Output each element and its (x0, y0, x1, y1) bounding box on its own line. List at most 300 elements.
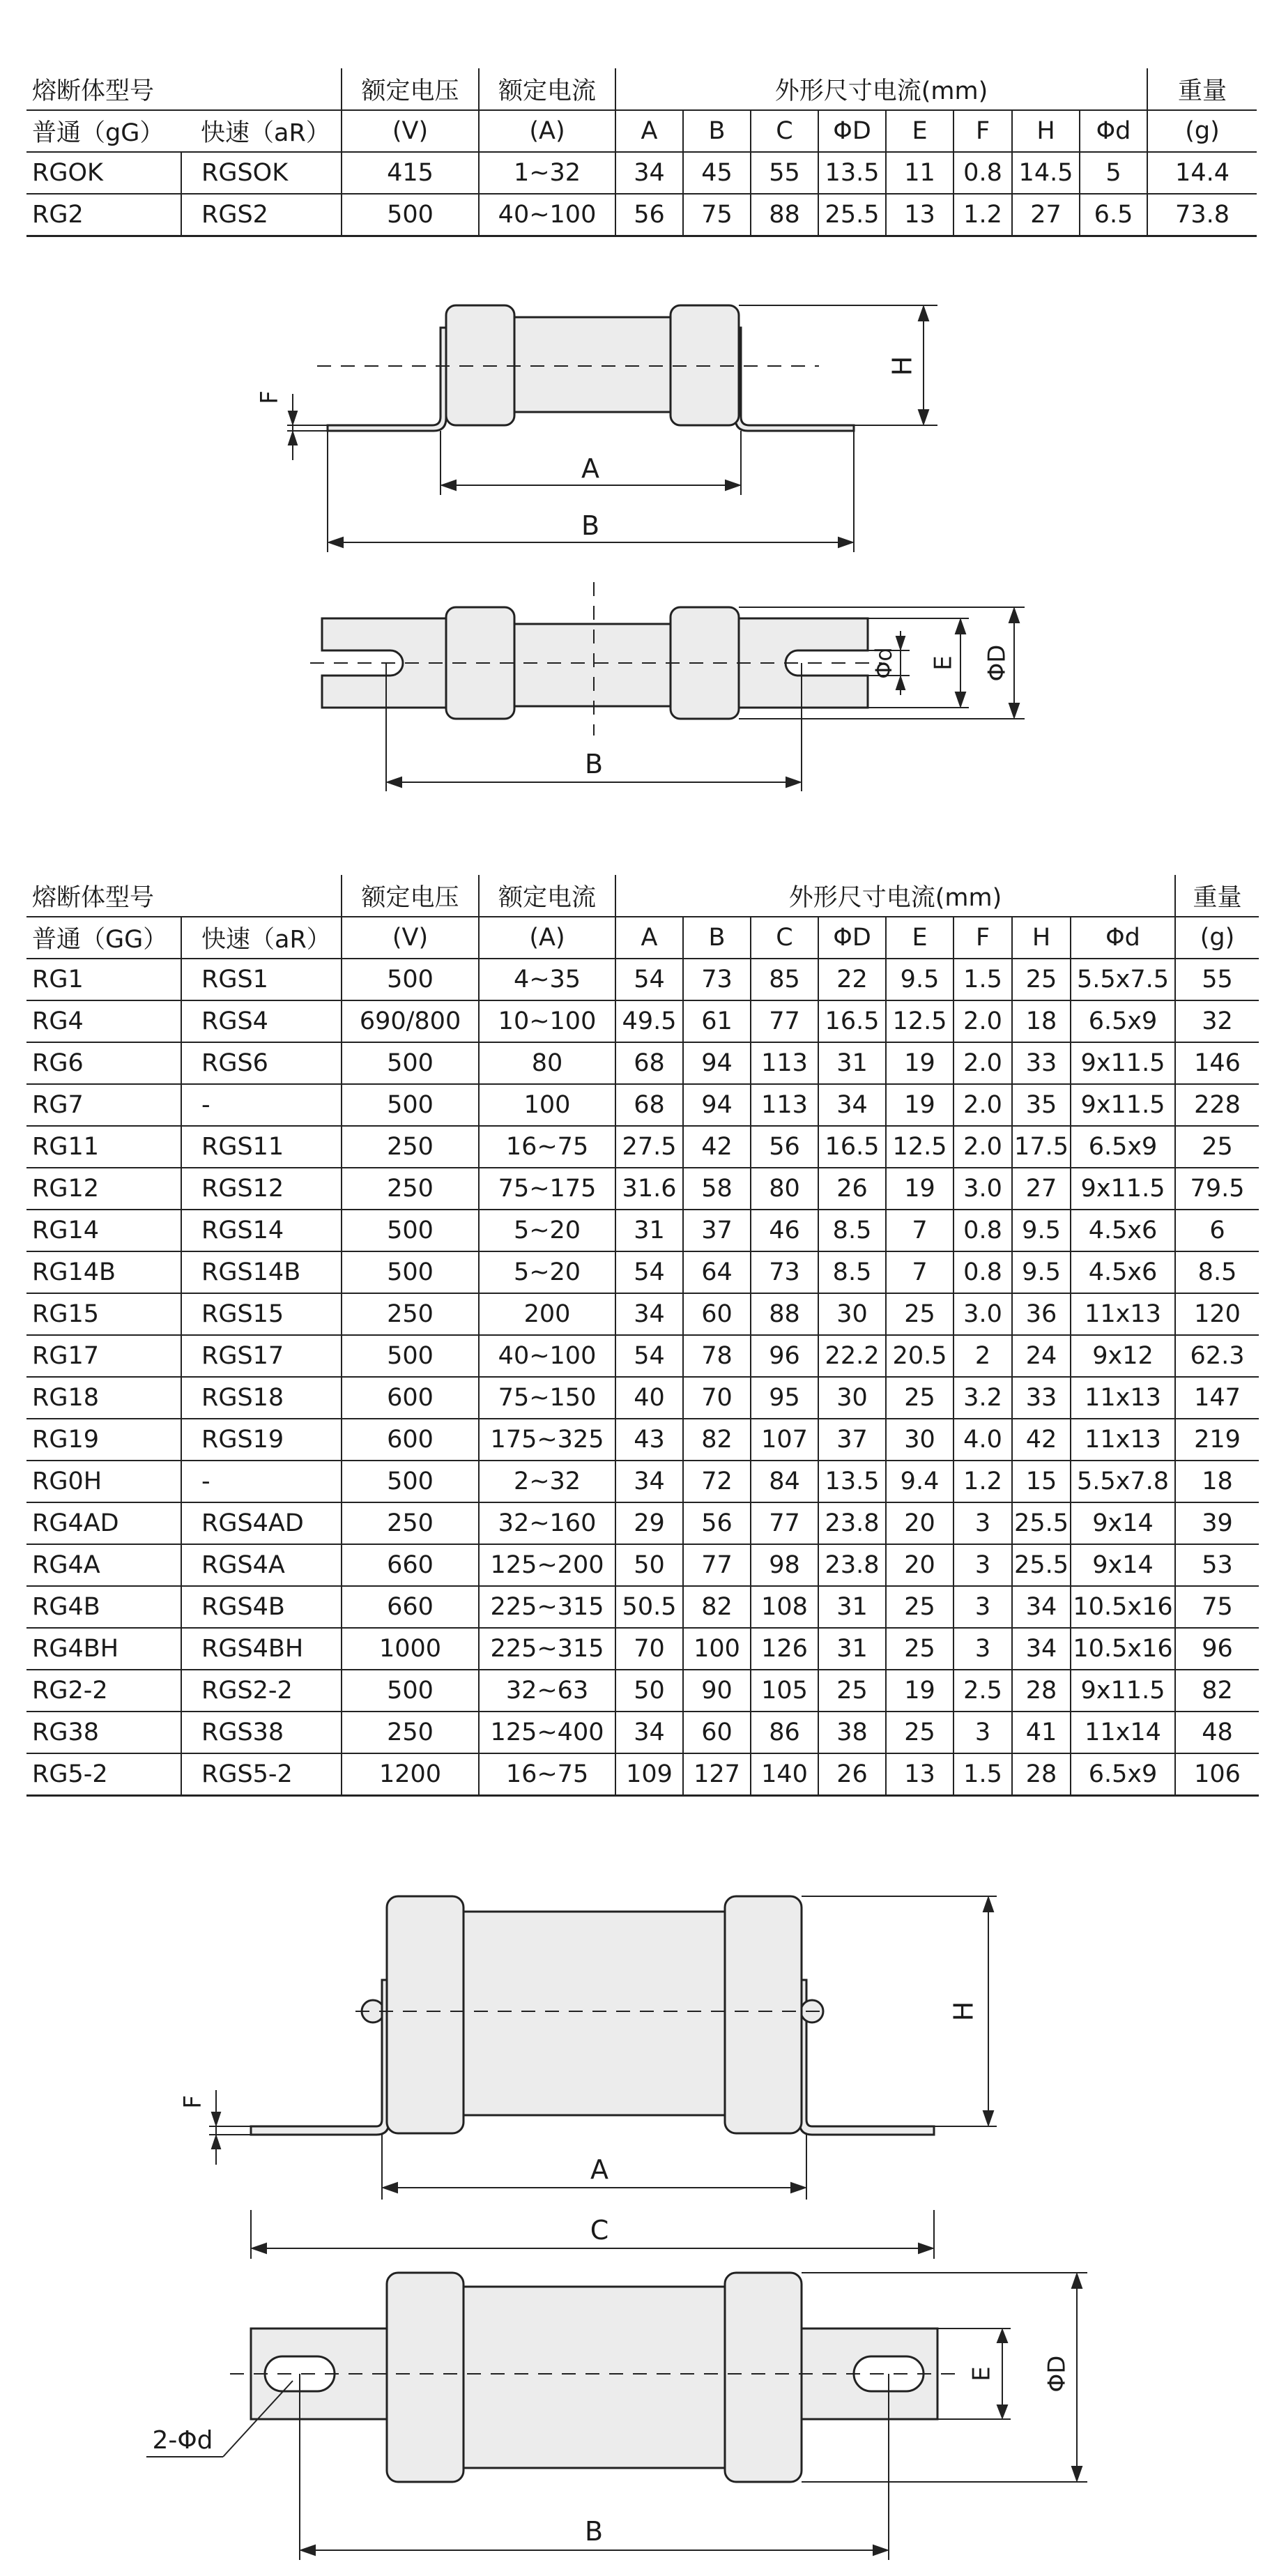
fuse-top-view-drawing-2 (0, 2259, 1279, 2573)
table-cell: 9.5 (1012, 1210, 1071, 1251)
header-weight: 重量 (1147, 68, 1257, 110)
table-cell: 1.2 (953, 194, 1012, 236)
table-header-row (26, 875, 1259, 917)
table-cell: 1~32 (479, 152, 615, 194)
table-cell: 64 (683, 1251, 751, 1293)
table-cell: 54 (615, 959, 683, 1000)
table-cell: 26 (818, 1753, 886, 1795)
table-cell: 40 (615, 1377, 683, 1419)
table-cell: 28 (1012, 1753, 1071, 1795)
table-cell: 2.0 (953, 1000, 1012, 1042)
header-current: 额定电流 (479, 875, 615, 917)
table-cell: 50 (615, 1670, 683, 1712)
table-cell: 14.5 (1012, 152, 1080, 194)
table-cell: 39 (1175, 1502, 1259, 1544)
table-cell: 25 (1175, 1126, 1259, 1168)
table-cell: 30 (818, 1293, 886, 1335)
dim-label-phi-big-d: ΦD (1043, 2355, 1071, 2393)
table-cell: 14.4 (1147, 152, 1257, 194)
cell-model-general: RG12 (26, 1168, 181, 1210)
table-cell: 8.5 (1175, 1251, 1259, 1293)
table-cell: 77 (683, 1544, 751, 1586)
table-cell: 96 (1175, 1628, 1259, 1670)
table-cell: 9x11.5 (1071, 1042, 1175, 1084)
table-cell: 75~175 (479, 1168, 615, 1210)
spec-table-2 (26, 875, 1259, 1797)
table-cell: 50 (615, 1544, 683, 1586)
table-cell: 31.6 (615, 1168, 683, 1210)
table-cell: 12.5 (886, 1126, 953, 1168)
cell-model-general: RG4B (26, 1586, 181, 1628)
table-cell: 20 (886, 1502, 953, 1544)
table-cell: 120 (1175, 1293, 1259, 1335)
dim-label-b: B (581, 510, 600, 541)
table-cell: 96 (751, 1335, 818, 1377)
table-cell: 32 (1175, 1000, 1259, 1042)
table-cell: 70 (615, 1628, 683, 1670)
table-cell: 82 (683, 1419, 751, 1461)
dim-label-phi-d: Φd (871, 647, 897, 679)
table-row (26, 1628, 1259, 1670)
subheader-cell: (g) (1175, 917, 1259, 959)
table-cell: 54 (615, 1335, 683, 1377)
table-cell: 1200 (342, 1753, 479, 1795)
table-cell: 78 (683, 1335, 751, 1377)
cell-model-fast: RGS11 (181, 1126, 342, 1168)
table-cell: 62.3 (1175, 1335, 1259, 1377)
table-cell: 88 (751, 194, 818, 236)
table-cell: 0.8 (953, 1251, 1012, 1293)
table-cell: 6.5x9 (1071, 1000, 1175, 1042)
table-cell: 33 (1012, 1377, 1071, 1419)
table-cell: 225~315 (479, 1586, 615, 1628)
table-cell: 53 (1175, 1544, 1259, 1586)
cell-model-fast: RGS2-2 (181, 1670, 342, 1712)
table-cell: 108 (751, 1586, 818, 1628)
cell-model-fast: RGS19 (181, 1419, 342, 1461)
table-cell: 32~63 (479, 1670, 615, 1712)
table-cell: 54 (615, 1251, 683, 1293)
table-cell: 250 (342, 1293, 479, 1335)
table-cell: 25.5 (818, 194, 886, 236)
cell-model-fast: RGS4BH (181, 1628, 342, 1670)
table-cell: 28 (1012, 1670, 1071, 1712)
table-cell: 10.5x16 (1071, 1586, 1175, 1628)
cell-model-general: RG0H (26, 1461, 181, 1502)
subheader-cell: H (1012, 917, 1071, 959)
table-cell: 46 (751, 1210, 818, 1251)
table-cell: 6 (1175, 1210, 1259, 1251)
header-current: 额定电流 (479, 68, 615, 110)
table-cell: 16~75 (479, 1126, 615, 1168)
table-cell: 94 (683, 1084, 751, 1126)
table-cell: 80 (751, 1168, 818, 1210)
cell-model-general: RG11 (26, 1126, 181, 1168)
dim-label-h: H (948, 2001, 979, 2022)
table-cell: 49.5 (615, 1000, 683, 1042)
cell-model-fast: RGS2 (181, 194, 342, 236)
table-cell: 75 (683, 194, 751, 236)
table-cell: 3 (953, 1628, 1012, 1670)
dim-label-f: F (256, 390, 284, 404)
table-cell: 5~20 (479, 1210, 615, 1251)
dim-label-f: F (179, 2095, 207, 2109)
table-cell: 34 (615, 1712, 683, 1753)
cell-model-fast: RGS4 (181, 1000, 342, 1042)
subheader-cell: C (751, 917, 818, 959)
table-cell: 25 (886, 1586, 953, 1628)
cell-model-fast: - (181, 1461, 342, 1502)
table-cell: 27 (1012, 1168, 1071, 1210)
cell-model-general: RG6 (26, 1042, 181, 1084)
table-cell: 6.5 (1080, 194, 1147, 236)
table-cell: 600 (342, 1419, 479, 1461)
table-cell: 3 (953, 1586, 1012, 1628)
table-cell: 34 (1012, 1586, 1071, 1628)
header-fuse-type: 熔断体型号 (26, 68, 342, 110)
subheader-cell: Φd (1080, 110, 1147, 152)
table-cell: 13 (886, 194, 953, 236)
table-cell: 86 (751, 1712, 818, 1753)
table-cell: 2.0 (953, 1084, 1012, 1126)
table-cell: 113 (751, 1084, 818, 1126)
cell-model-fast: RGS18 (181, 1377, 342, 1419)
table-cell: 17.5 (1012, 1126, 1071, 1168)
table-cell: 22 (818, 959, 886, 1000)
table-cell: 42 (683, 1126, 751, 1168)
cell-model-fast: RGS15 (181, 1293, 342, 1335)
table-cell: 9.5 (886, 959, 953, 1000)
dim-label-c: C (590, 2215, 609, 2246)
subheader-cell: A (615, 917, 683, 959)
table-cell: 79.5 (1175, 1168, 1259, 1210)
cell-model-fast: RGS38 (181, 1712, 342, 1753)
header-voltage: 额定电压 (342, 68, 479, 110)
table-cell: 1.5 (953, 1753, 1012, 1795)
table-cell: 250 (342, 1712, 479, 1753)
table-cell: 31 (818, 1628, 886, 1670)
table-cell: 73 (683, 959, 751, 1000)
table-cell: 19 (886, 1670, 953, 1712)
cell-model-general: RG4AD (26, 1502, 181, 1544)
table-cell: 9x14 (1071, 1502, 1175, 1544)
table-cell: 250 (342, 1502, 479, 1544)
table-cell: 85 (751, 959, 818, 1000)
subheader-cell: (g) (1147, 110, 1257, 152)
cell-model-fast: RGSOK (181, 152, 342, 194)
cell-model-general: RG18 (26, 1377, 181, 1419)
cell-model-general: RG14B (26, 1251, 181, 1293)
table-cell: 7 (886, 1251, 953, 1293)
table-cell: 7 (886, 1210, 953, 1251)
subheader-cell: (A) (479, 917, 615, 959)
cell-model-general: RG14 (26, 1210, 181, 1251)
header-weight: 重量 (1175, 875, 1259, 917)
table-row (26, 1461, 1259, 1502)
table-cell: 20.5 (886, 1335, 953, 1377)
table-cell: 98 (751, 1544, 818, 1586)
cell-model-fast: RGS6 (181, 1042, 342, 1084)
table-cell: 500 (342, 1251, 479, 1293)
table-cell: 500 (342, 1335, 479, 1377)
subheader-cell: ΦD (818, 917, 886, 959)
cell-model-general: RG4 (26, 1000, 181, 1042)
table-cell: 36 (1012, 1293, 1071, 1335)
table-cell: 0.8 (953, 1210, 1012, 1251)
table-row (26, 1753, 1259, 1795)
table-cell: 19 (886, 1042, 953, 1084)
table-cell: 40~100 (479, 194, 615, 236)
table-cell: 23.8 (818, 1544, 886, 1586)
table-cell: 200 (479, 1293, 615, 1335)
table-cell: 56 (751, 1126, 818, 1168)
table-cell: 6.5x9 (1071, 1753, 1175, 1795)
table-cell: 27.5 (615, 1126, 683, 1168)
table-row (26, 1000, 1259, 1042)
table-cell: 29 (615, 1502, 683, 1544)
cell-model-fast: RGS17 (181, 1335, 342, 1377)
cell-model-fast: RGS4A (181, 1544, 342, 1586)
table-cell: 4.0 (953, 1419, 1012, 1461)
header-fuse-type: 熔断体型号 (26, 875, 342, 917)
subheader-cell: B (683, 917, 751, 959)
table-cell: 19 (886, 1168, 953, 1210)
table-cell: 5 (1080, 152, 1147, 194)
header-voltage: 额定电压 (342, 875, 479, 917)
table-cell: 3.0 (953, 1293, 1012, 1335)
table-row (26, 1126, 1259, 1168)
table-cell: 3 (953, 1502, 1012, 1544)
table-cell: 24 (1012, 1335, 1071, 1377)
table-cell: 88 (751, 1293, 818, 1335)
table-cell: 94 (683, 1042, 751, 1084)
table-cell: 25.5 (1012, 1544, 1071, 1586)
table-cell: 90 (683, 1670, 751, 1712)
table-cell: 4.5x6 (1071, 1210, 1175, 1251)
cell-model-fast: RGS12 (181, 1168, 342, 1210)
table-cell: 10~100 (479, 1000, 615, 1042)
table-row (26, 1084, 1259, 1126)
table-cell: 11x13 (1071, 1293, 1175, 1335)
table-header-row (26, 68, 1257, 110)
subheader-cell: Φd (1071, 917, 1175, 959)
table-cell: 126 (751, 1628, 818, 1670)
table-cell: 13 (886, 1753, 953, 1795)
table-cell: 9x11.5 (1071, 1670, 1175, 1712)
table-cell: 3.2 (953, 1377, 1012, 1419)
subheader-cell: 快速（aR） (181, 110, 342, 152)
table-cell: 107 (751, 1419, 818, 1461)
table-subheader-row (26, 917, 1259, 959)
table-cell: 10.5x16 (1071, 1628, 1175, 1670)
table-cell: 77 (751, 1000, 818, 1042)
cell-model-general: RG4A (26, 1544, 181, 1586)
table-row (26, 959, 1259, 1000)
table-cell: 127 (683, 1753, 751, 1795)
table-cell: 2 (953, 1335, 1012, 1377)
table-cell: 113 (751, 1042, 818, 1084)
table-cell: 125~400 (479, 1712, 615, 1753)
table-cell: 109 (615, 1753, 683, 1795)
table-cell: 37 (818, 1419, 886, 1461)
table-cell: 13.5 (818, 152, 886, 194)
table-cell: 6.5x9 (1071, 1126, 1175, 1168)
table-cell: 41 (1012, 1712, 1071, 1753)
table-cell: 38 (818, 1712, 886, 1753)
header-dimensions: 外形尺寸电流(mm) (615, 875, 1175, 917)
subheader-cell: H (1012, 110, 1080, 152)
table-cell: 25 (886, 1628, 953, 1670)
table-cell: 125~200 (479, 1544, 615, 1586)
table-cell: 3 (953, 1544, 1012, 1586)
table-cell: 690/800 (342, 1000, 479, 1042)
table-cell: 13.5 (818, 1461, 886, 1502)
table-row (26, 194, 1257, 236)
table-cell: 3 (953, 1712, 1012, 1753)
cell-model-fast: RGS5-2 (181, 1753, 342, 1795)
table-cell: 11x14 (1071, 1712, 1175, 1753)
dim-label-b: B (584, 2516, 604, 2547)
table-cell: 23.8 (818, 1502, 886, 1544)
table-row (26, 1251, 1259, 1293)
table-cell: 9x11.5 (1071, 1084, 1175, 1126)
table-cell: 37 (683, 1210, 751, 1251)
table-cell: 56 (683, 1502, 751, 1544)
table-cell: 11x13 (1071, 1377, 1175, 1419)
table-row (26, 1670, 1259, 1712)
dim-label-h: H (887, 356, 918, 376)
table-cell: 660 (342, 1544, 479, 1586)
table-cell: 219 (1175, 1419, 1259, 1461)
table-cell: 146 (1175, 1042, 1259, 1084)
table-cell: 415 (342, 152, 479, 194)
table-cell: 4.5x6 (1071, 1251, 1175, 1293)
table-cell: 2~32 (479, 1461, 615, 1502)
table-row (26, 1586, 1259, 1628)
table-cell: 25 (886, 1377, 953, 1419)
cell-model-general: RG17 (26, 1335, 181, 1377)
subheader-cell: E (886, 110, 953, 152)
subheader-cell: B (683, 110, 751, 152)
table-cell: 18 (1175, 1461, 1259, 1502)
dim-label-e: E (929, 655, 958, 671)
table-cell: 68 (615, 1042, 683, 1084)
table-cell: 34 (615, 152, 683, 194)
table-cell: 9x14 (1071, 1544, 1175, 1586)
dim-label-a: A (581, 453, 599, 484)
table-cell: 34 (615, 1461, 683, 1502)
table-cell: 4~35 (479, 959, 615, 1000)
cell-model-general: RG4BH (26, 1628, 181, 1670)
table-cell: 60 (683, 1293, 751, 1335)
table-cell: 2.5 (953, 1670, 1012, 1712)
table-cell: 75 (1175, 1586, 1259, 1628)
cell-model-general: RG15 (26, 1293, 181, 1335)
table-cell: 140 (751, 1753, 818, 1795)
table-cell: 31 (818, 1586, 886, 1628)
table-cell: 1000 (342, 1628, 479, 1670)
table-cell: 500 (342, 1042, 479, 1084)
table-cell: 84 (751, 1461, 818, 1502)
subheader-cell: ΦD (818, 110, 886, 152)
table-cell: 31 (818, 1042, 886, 1084)
spec-table-1 (26, 68, 1257, 237)
table-cell: 3.0 (953, 1168, 1012, 1210)
subheader-cell: E (886, 917, 953, 959)
subheader-cell: (V) (342, 917, 479, 959)
table-cell: 55 (1175, 959, 1259, 1000)
cell-model-general: RG7 (26, 1084, 181, 1126)
table-row (26, 1419, 1259, 1461)
table-row (26, 1168, 1259, 1210)
table-row (26, 1335, 1259, 1377)
table-cell: 500 (342, 959, 479, 1000)
table-cell: 42 (1012, 1419, 1071, 1461)
table-cell: 9x12 (1071, 1335, 1175, 1377)
table-cell: 19 (886, 1084, 953, 1126)
cell-model-fast: RGS4AD (181, 1502, 342, 1544)
table-cell: 5~20 (479, 1251, 615, 1293)
table-cell: 500 (342, 1461, 479, 1502)
table-cell: 8.5 (818, 1251, 886, 1293)
table-cell: 40~100 (479, 1335, 615, 1377)
subheader-cell: (A) (479, 110, 615, 152)
table-cell: 12.5 (886, 1000, 953, 1042)
fuse-top-view-drawing-1 (0, 582, 1279, 805)
table-cell: 175~325 (479, 1419, 615, 1461)
table-cell: 82 (683, 1586, 751, 1628)
table-cell: 34 (818, 1084, 886, 1126)
cell-model-general: RGOK (26, 152, 181, 194)
subheader-cell: 普通（gG） (26, 110, 181, 152)
table-subheader-row (26, 110, 1257, 152)
subheader-cell: F (953, 110, 1012, 152)
table-cell: 60 (683, 1712, 751, 1753)
cell-model-fast: RGS14 (181, 1210, 342, 1251)
table-cell: 20 (886, 1544, 953, 1586)
table-row (26, 1042, 1259, 1084)
dim-label-hole: 2-Φd (152, 2426, 213, 2455)
table-cell: 25 (818, 1670, 886, 1712)
table-cell: 18 (1012, 1000, 1071, 1042)
table-cell: 50.5 (615, 1586, 683, 1628)
table-cell: 27 (1012, 194, 1080, 236)
fuse-side-view-drawing-1 (0, 279, 1279, 572)
dim-label-e: E (967, 2366, 996, 2381)
table-cell: 48 (1175, 1712, 1259, 1753)
table-row (26, 1502, 1259, 1544)
table-cell: 228 (1175, 1084, 1259, 1126)
subheader-cell: 快速（aR） (181, 917, 342, 959)
table-cell: 2.0 (953, 1042, 1012, 1084)
subheader-cell: A (615, 110, 683, 152)
table-cell: 16.5 (818, 1126, 886, 1168)
cell-model-general: RG1 (26, 959, 181, 1000)
table-cell: 95 (751, 1377, 818, 1419)
table-cell: 43 (615, 1419, 683, 1461)
table-row (26, 1712, 1259, 1753)
table-cell: 34 (1012, 1628, 1071, 1670)
table-cell: 500 (342, 1670, 479, 1712)
table-cell: 56 (615, 194, 683, 236)
table-cell: 1.5 (953, 959, 1012, 1000)
table-cell: 5.5x7.8 (1071, 1461, 1175, 1502)
table-cell: 2.0 (953, 1126, 1012, 1168)
table-cell: 147 (1175, 1377, 1259, 1419)
table-cell: 70 (683, 1377, 751, 1419)
table-cell: 16.5 (818, 1000, 886, 1042)
table-cell: 68 (615, 1084, 683, 1126)
